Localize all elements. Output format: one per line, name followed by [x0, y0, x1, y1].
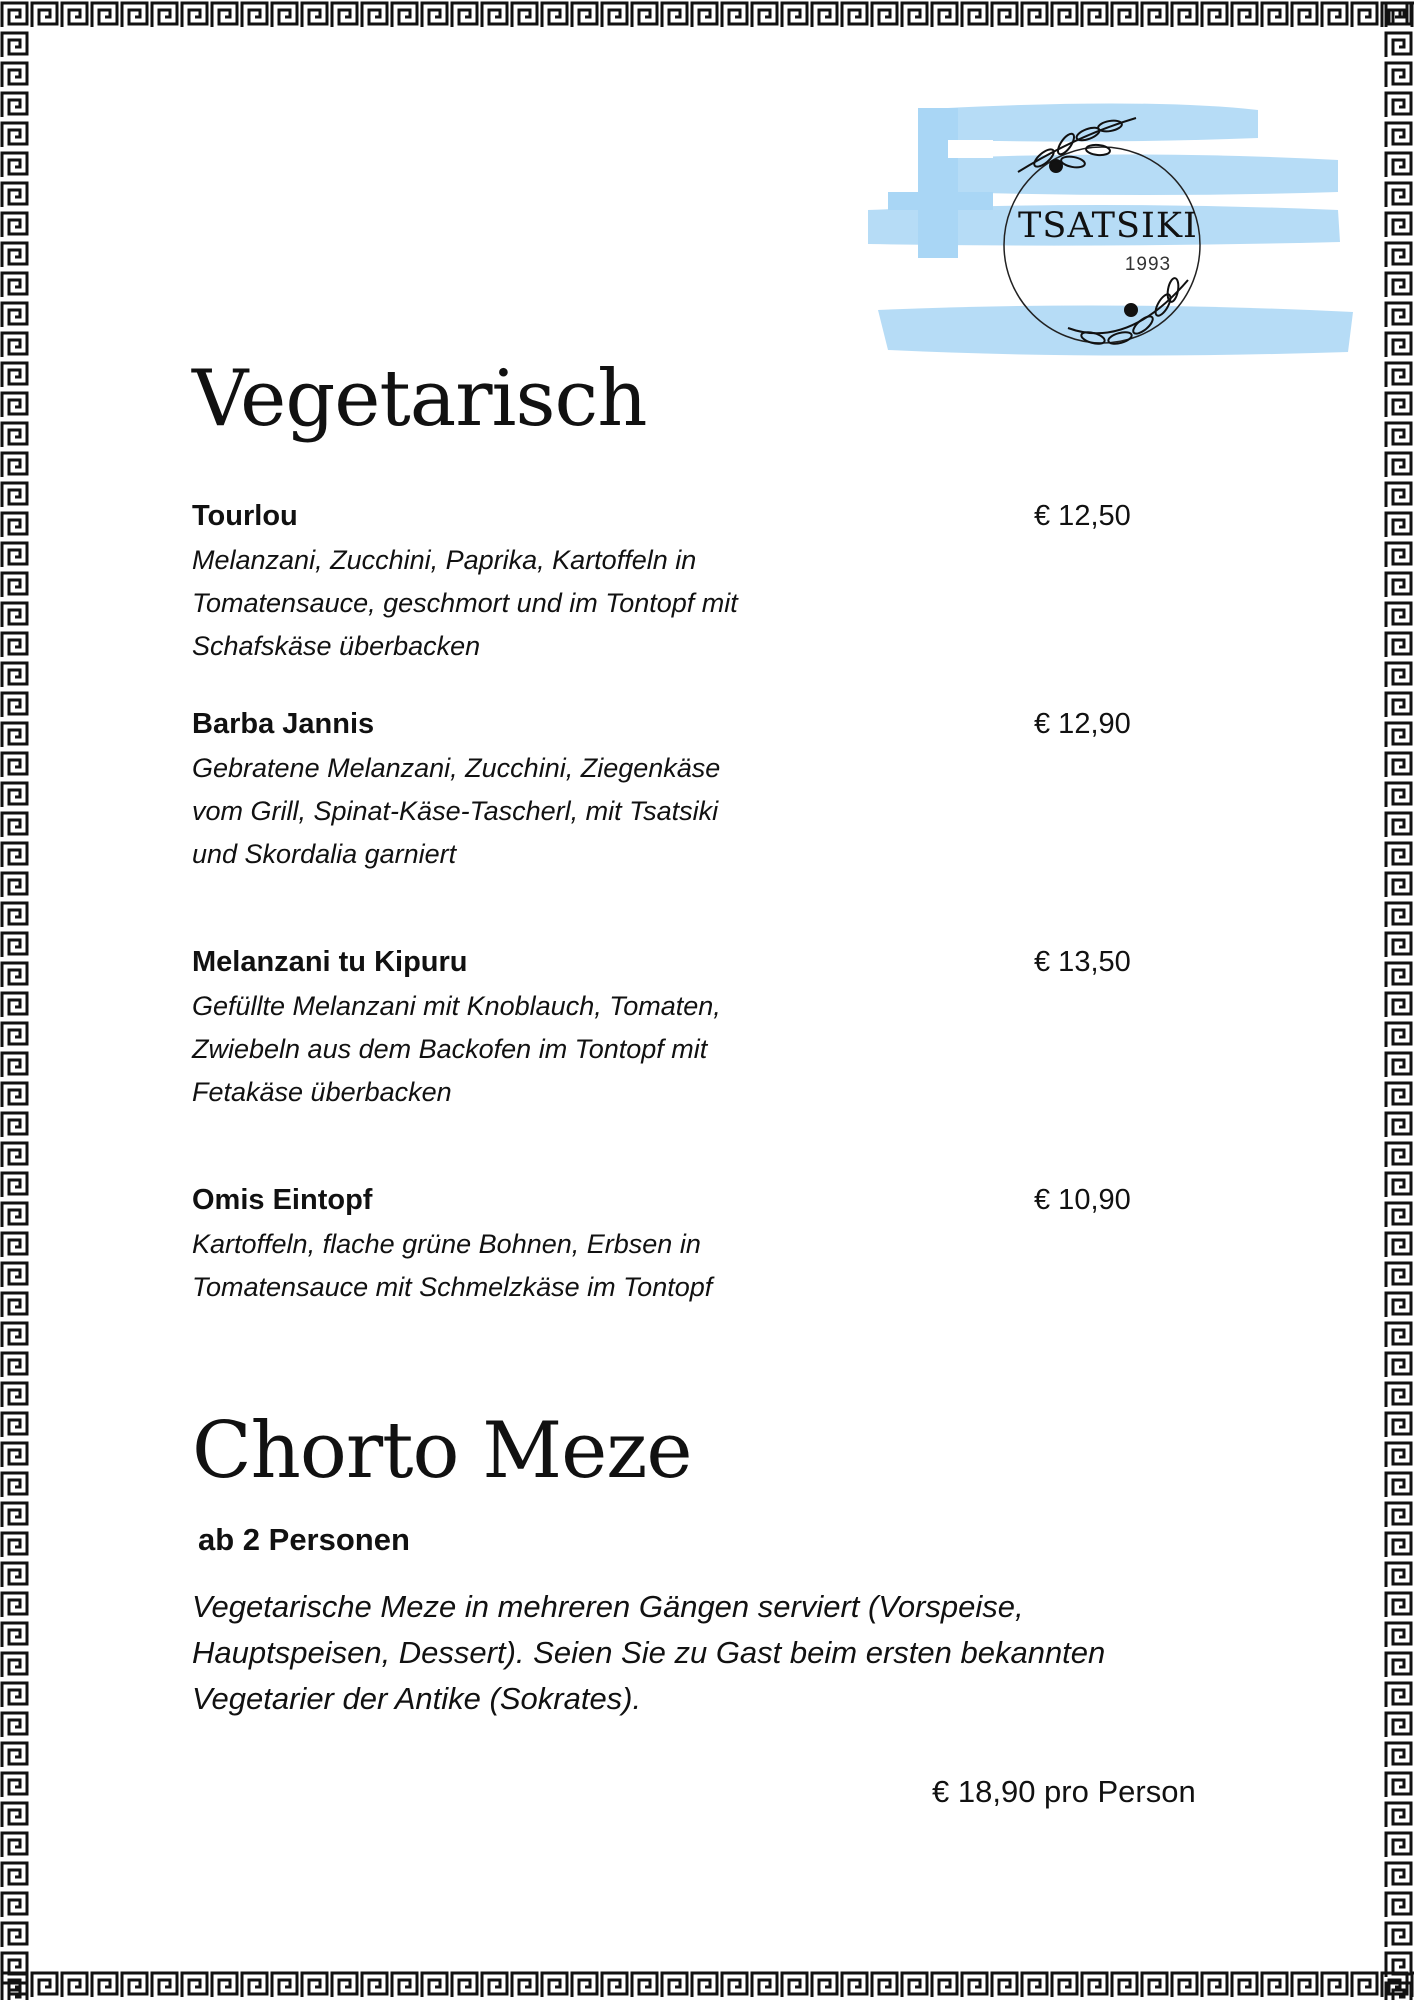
greek-key-border-left	[0, 0, 30, 2000]
greek-key-pattern	[2, 1973, 1414, 1997]
logo-emblem	[848, 100, 1358, 410]
dish-price: € 12,50	[1034, 500, 1131, 532]
section-title-meze: Chorto Meze	[192, 1406, 692, 1496]
dish-melanzani-tu-kipuru	[192, 948, 1152, 1114]
dish-name: Barba Jannis	[192, 708, 375, 740]
dish-omis-eintopf	[192, 1186, 1152, 1309]
meze-description: Vegetarische Meze in mehreren Gängen serviert (Vorspeise, Hauptspeisen, Dessert). Seien Sie zu Gast beim ersten bekannten Vegetarier der Antike (Sokrates).	[192, 1589, 1106, 1716]
dish-name: Tourlou	[192, 500, 298, 532]
dish-name: Omis Eintopf	[192, 1184, 373, 1216]
dish-description: Gefüllte Melanzani mit Knoblauch, Tomaten, Zwiebeln aus dem Backofen im Tontopf mit Fetakäse überbacken	[192, 991, 721, 1107]
meze-price: € 18,90 pro Person	[932, 1774, 1196, 1809]
greek-key-border-right	[1384, 0, 1414, 2000]
greek-key-pattern	[1386, 3, 1411, 2000]
dish-price: € 12,90	[1034, 708, 1131, 740]
dish-description: Kartoffeln, flache grüne Bohnen, Erbsen in Tomatensauce mit Schmelzkäse im Tontopf	[192, 1229, 713, 1302]
greek-key-border-bottom	[0, 1970, 1414, 2000]
dish-tourlou	[192, 502, 1152, 668]
greek-key-pattern	[2, 3, 1414, 27]
greek-key-pattern	[2, 3, 27, 2000]
greek-key-border-top	[0, 0, 1414, 30]
logo-year: 1993	[1124, 254, 1172, 275]
dish-price: € 13,50	[1034, 946, 1131, 978]
dish-description: Melanzani, Zucchini, Paprika, Kartoffeln in Tomatensauce, geschmort und im Tontopf mit Schafskäse überbacken	[192, 545, 738, 661]
restaurant-logo	[848, 100, 1358, 410]
dish-name: Melanzani tu Kipuru	[192, 946, 468, 978]
dish-barba-jannis	[192, 710, 1152, 876]
dish-price: € 10,90	[1034, 1184, 1131, 1216]
section-title-vegetarisch: Vegetarisch	[192, 354, 647, 444]
logo-name: TSATSIKI	[1018, 206, 1198, 246]
meze-subtitle: ab 2 Personen	[198, 1522, 410, 1557]
dish-description: Gebratene Melanzani, Zucchini, Ziegenkäse vom Grill, Spinat-Käse-Tascherl, mit Tsatsiki und Skordalia garniert	[192, 753, 721, 869]
